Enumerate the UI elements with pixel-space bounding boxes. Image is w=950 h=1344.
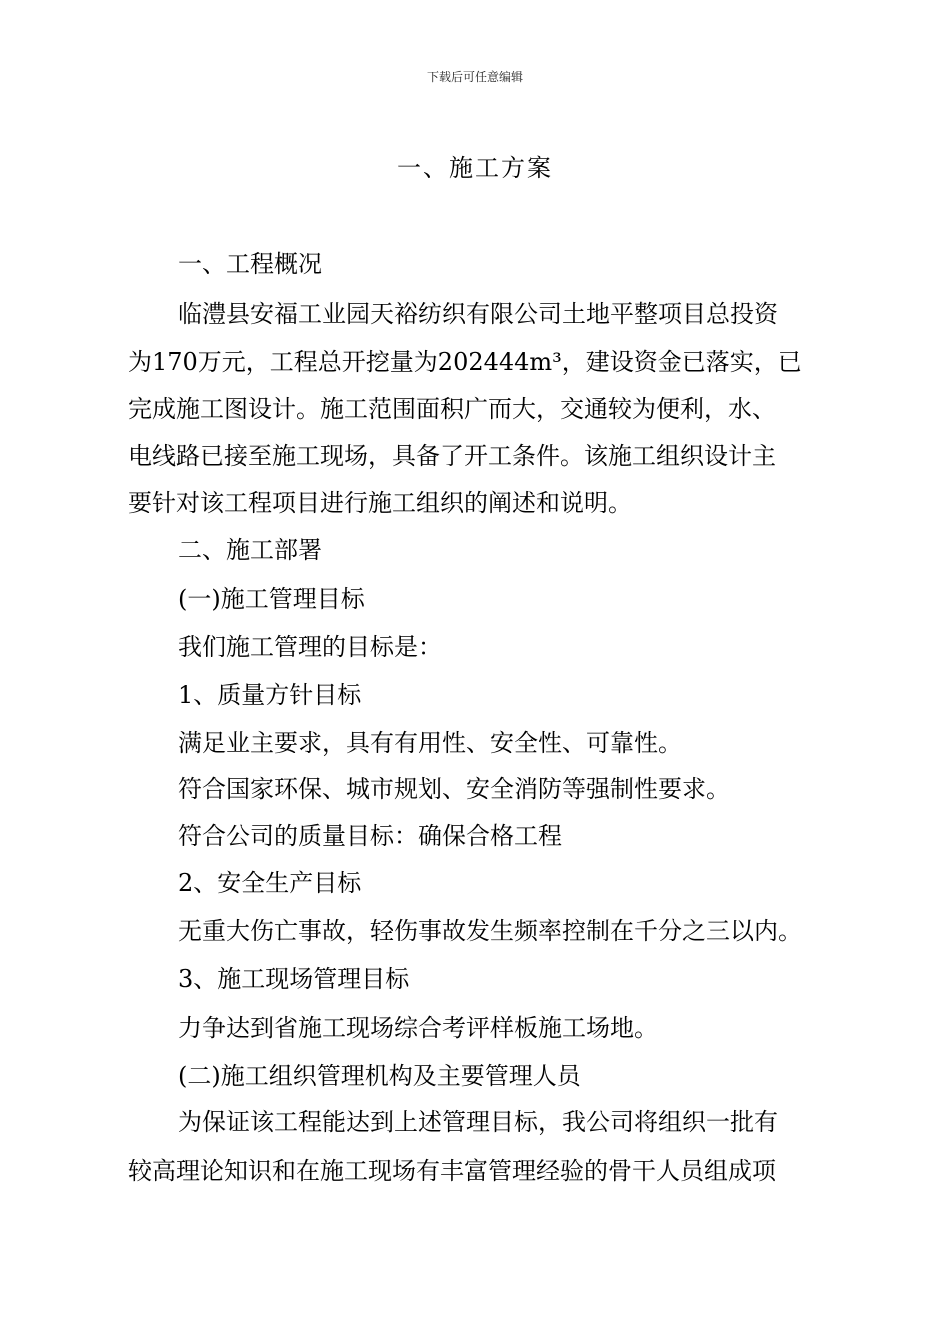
- paragraph-line: 临澧县安福工业园天裕纺织有限公司土地平整项目总投资: [178, 300, 778, 328]
- paragraph-line: (二)施工组织管理机构及主要管理人员: [178, 1062, 581, 1090]
- paragraph-line: 满足业主要求，具有有用性、安全性、可靠性。: [178, 729, 682, 757]
- paragraph-line: 力争达到省施工现场综合考评样板施工场地。: [178, 1014, 658, 1042]
- paragraph-line: 无重大伤亡事故，轻伤事故发生频率控制在千分之三以内。: [178, 917, 802, 945]
- paragraph-line: 二、施工部署: [178, 536, 322, 564]
- paragraph-line: 要针对该工程项目进行施工组织的阐述和说明。: [128, 489, 632, 517]
- paragraph-line: 为保证该工程能达到上述管理目标，我公司将组织一批有: [178, 1108, 778, 1136]
- paragraph-line: 一、工程概况: [178, 250, 322, 278]
- header-note: 下载后可任意编辑: [426, 70, 523, 84]
- paragraph-line: 电线路已接至施工现场，具备了开工条件。该施工组织设计主: [128, 442, 776, 470]
- paragraph-line: 完成施工图设计。施工范围面积广而大，交通较为便利，水、: [128, 395, 776, 423]
- paragraph-line: 符合国家环保、城市规划、安全消防等强制性要求。: [178, 775, 730, 803]
- paragraph-line: 为170万元，工程总开挖量为202444m³，建设资金已落实，已: [128, 348, 802, 376]
- paragraph-line: 2、安全生产目标: [178, 869, 362, 897]
- paragraph-line: 较高理论知识和在施工现场有丰富管理经验的骨干人员组成项: [128, 1157, 776, 1185]
- paragraph-line: (一)施工管理目标: [178, 585, 365, 613]
- paragraph-line: 符合公司的质量目标：确保合格工程: [178, 822, 562, 850]
- page-title: 一、施工方案: [397, 154, 553, 182]
- paragraph-line: 我们施工管理的目标是：: [178, 633, 442, 661]
- paragraph-line: 1、质量方针目标: [178, 681, 362, 709]
- paragraph-line: 3、施工现场管理目标: [178, 965, 410, 993]
